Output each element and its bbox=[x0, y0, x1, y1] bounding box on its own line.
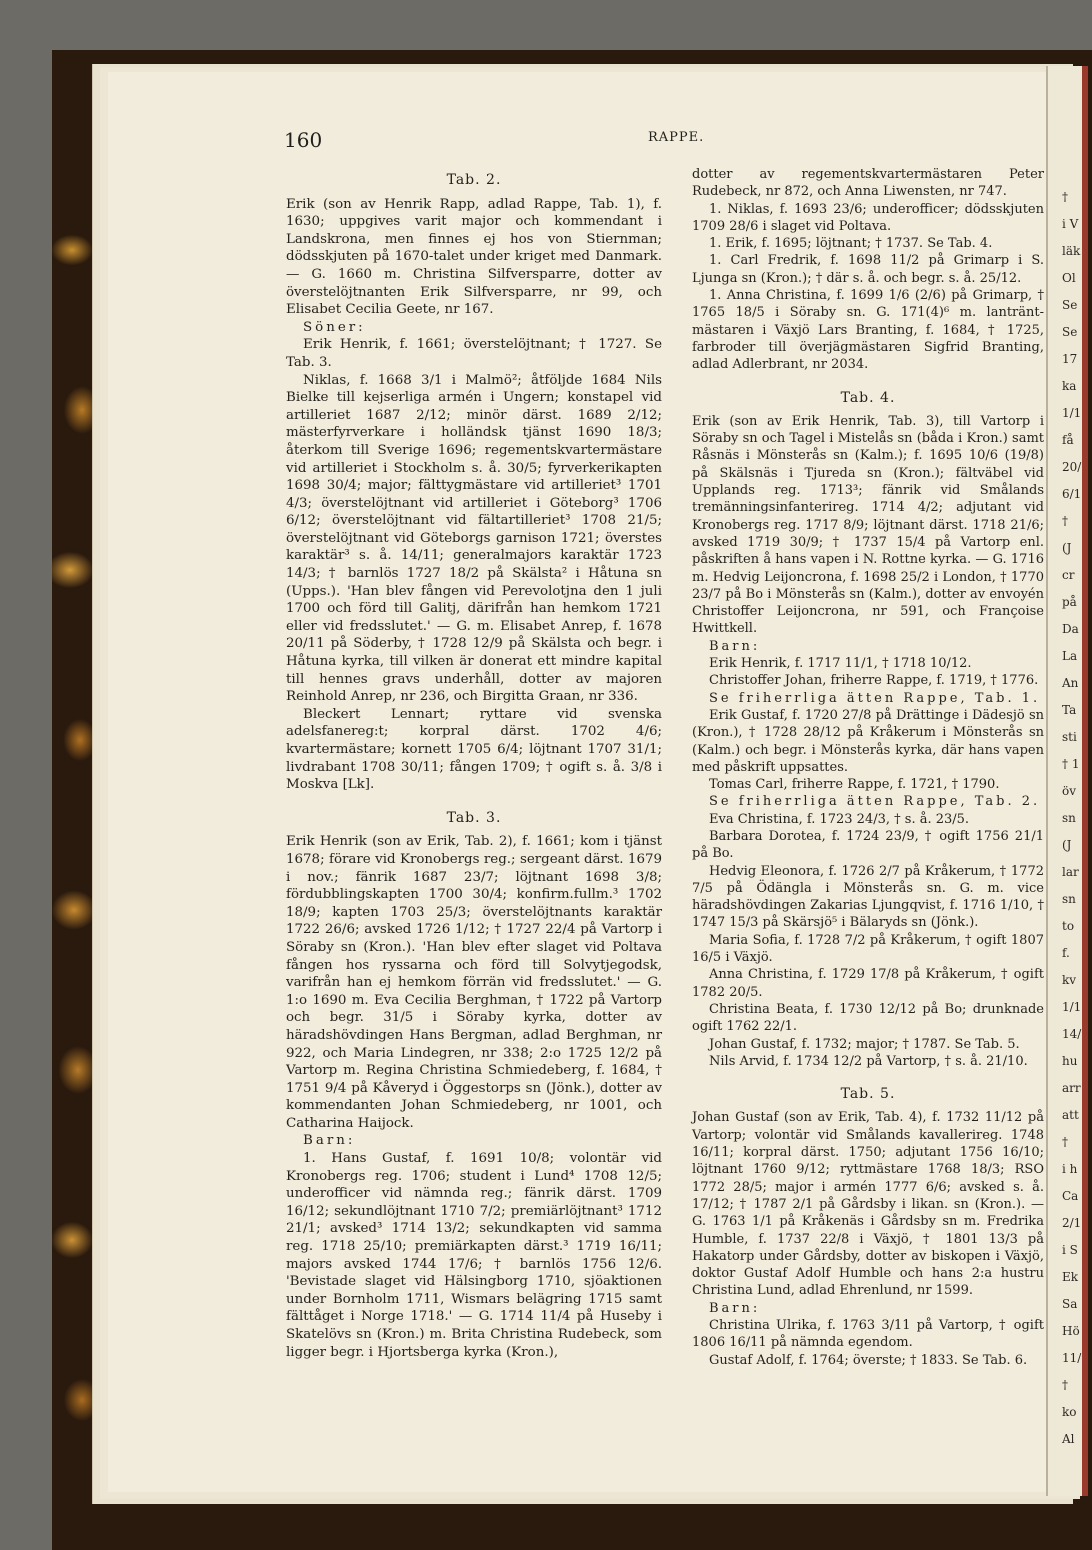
facing-page-fragment: (J bbox=[1062, 838, 1072, 852]
page-number: 160 bbox=[284, 128, 323, 152]
paragraph: 1. Carl Fredrik, f. 1698 11/2 på Grimarp i S. Ljunga sn (Kron.); † där s. å. och begr. s. å. 25/12. bbox=[692, 253, 1044, 286]
paragraph: Se friherrliga ätten Rappe, Tab. 1. bbox=[709, 690, 1041, 706]
facing-page-fragment: Sa bbox=[1062, 1297, 1078, 1311]
facing-page-fragment: 2/1 bbox=[1062, 1216, 1082, 1230]
table-heading: Tab. 4. bbox=[840, 389, 896, 406]
facing-page-fragment: öv bbox=[1062, 784, 1077, 798]
table-heading: Tab. 5. bbox=[840, 1086, 896, 1103]
facing-page-fragment: cr bbox=[1062, 568, 1075, 582]
facing-page-fragment: sti bbox=[1062, 730, 1077, 744]
paragraph: Barn: bbox=[303, 1133, 356, 1149]
facing-page-fragment: kv bbox=[1062, 973, 1077, 987]
paragraph: Barn: bbox=[709, 1300, 761, 1316]
facing-page-fragment: † bbox=[1062, 1135, 1068, 1149]
paragraph: Söner: bbox=[303, 319, 366, 335]
paragraph: Barbara Dorotea, f. 1724 23/9, † ogift 1756 21/1 på Bo. bbox=[692, 828, 1044, 862]
paragraph: Nils Arvid, f. 1734 12/2 på Vartorp, † s. å. 21/10. bbox=[709, 1053, 1028, 1069]
paragraph: Tomas Carl, friherre Rappe, f. 1721, † 1790. bbox=[709, 777, 1000, 793]
running-head: RAPPE. bbox=[648, 130, 705, 145]
paragraph: Christina Ulrika, f. 1763 3/11 på Vartorp, † ogift 1806 16/11 på nämnda egendom. bbox=[692, 1318, 1044, 1351]
facing-page-fragment: läk bbox=[1062, 244, 1081, 258]
paragraph: Erik Henrik, f. 1661; överstelöjtnant; † 1727. Se Tab. 3. bbox=[286, 337, 662, 370]
facing-page-fragment: Se bbox=[1062, 298, 1078, 312]
paragraph: Erik (son av Erik Henrik, Tab. 3), till Vartorp i Söraby sn och Tagel i Mistelås sn (båda i Kron.) samt Råsnäs i Mönsterås sn (Kalm.); f. 1695 10/6 (19/8) på Skälsnäs i Tjureda sn (Kron.); fältväbel vid Upplands reg. 1713³; fänrik vid Smålands tremänningsinfanterireg. 1714 4/2; adjutant vid Kronobergs reg. 1717 8/9; löjtnant därst. 1718 21/6; avsked 1719 30/9; † 1737 15/4 på Vartorp enl. påskriften å hans vapen i N. Rottne kyrka. — G. 1716 m. Hedvig Leijoncrona, f. 1698 25/2 i London, † 1770 23/7 på Bo i Mönsterås sn (Kalm.), dotter av envoyén Christoffer Leijoncrona, nr 591, och Françoise Hwittkell. bbox=[692, 413, 1044, 637]
facing-page-fragment: 6/1 bbox=[1062, 487, 1082, 501]
paragraph: Christina Beata, f. 1730 12/12 på Bo; drunknade ogift 1762 22/1. bbox=[692, 1001, 1044, 1035]
paragraph: Erik (son av Henrik Rapp, adlad Rappe, Tab. 1), f. 1630; uppgives varit major och kommendant i Landskrona, men finnes ej hos von Stiernman; dödsskjuten på 1670-talet under kriget med Danmark. — G. 1660 m. Christina Silfversparre, dotter av överstelöjtnanten Erik Silfversparre, nr 99, och Elisabet Cecilia Geete, nr 167. bbox=[286, 196, 662, 318]
facing-page-fragment: arr bbox=[1062, 1081, 1081, 1095]
paragraph: Se friherrliga ätten Rappe, Tab. 2. bbox=[709, 794, 1041, 810]
facing-page-fragment: 11/ bbox=[1062, 1351, 1082, 1365]
paragraph: Johan Gustaf (son av Erik, Tab. 4), f. 1732 11/12 på Vartorp; volontär vid Smålands kavallerireg. 1748 16/11; korpral därst. 1750; adjutant 1756 16/10; löjtnant 1760 9/12; ryttmästare 1768 18/3; RSO 1772 28/5; major i armén 1777 6/6; avsked s. å. 17/12; † 1787 2/1 på Gårdsby i likan. sn (Kron.). — G. 1763 1/1 på Kråkenäs i Gårdsby sn m. Fredrika Humble, f. 1737 22/8 i Växjö, † 1801 13/3 på Hakatorp under Gårdsby, dotter av biskopen i Växjö, doktor Gustaf Adolf Humble och hans 2:a hustru Christina Lund, adlad Ehrenlund, nr 1599. bbox=[692, 1110, 1044, 1299]
facing-page-fragment: f. bbox=[1062, 946, 1070, 960]
facing-page-fragment: La bbox=[1062, 649, 1078, 663]
facing-page-fragment: 1/1 bbox=[1062, 406, 1082, 420]
paragraph: Niklas, f. 1668 3/1 i Malmö²; åtföljde 1684 Nils Bielke till kejserliga armén i Ungern; konstapel vid artilleriet 1687 2/12; minör därst. 1689 2/12; mästerfyrverkare i holländsk tjänst 1690 18/3; återkom till Sverige 1696; regementskvartermästare vid artilleriet i Stockholm s. å. 30/5; fyrverkerikapten 1698 30/4; major; fälttygmästare vid artilleriet³ 1701 4/3; överstelöjtnant vid artilleriet i Göteborg³ 1706 6/12; överstelöjtnant vid fältartilleriet³ 1708 21/5; överstelöjtnant vid Göteborgs garnison 1721; överstes karaktär³ s. å. 14/11; generalmajors karaktär 1723 14/3; † barnlös 1727 18/2 på Skälsta² i Håtuna sn (Upps.). 'Han blev fången vid Perevolotjna den 1 juli 1700 och förd till Galitj, därifrån han hemkom 1721 eller vid fredsslutet.' — G. m. Elisabet Anrep, f. 1678 20/11 på Söderby, † 1728 12/9 på Skälsta och begr. i Håtuna kyrka, till vilken är donerat ett mindre kapital till hennes gravs underhåll, dotter av majoren Reinhold Anrep, nr 236, och Birgitta Graan, nr 336. bbox=[286, 372, 662, 705]
facing-page-fragment: ko bbox=[1062, 1405, 1077, 1419]
facing-page-fragment: Al bbox=[1062, 1432, 1075, 1446]
paragraph: Erik Gustaf, f. 1720 27/8 på Drättinge i Dädesjö sn (Kron.), † 1728 28/12 på Kråkerum i Mönsterås sn (Kalm.) och begr. i Mönsterås kyrka, där hans vapen med påskrift uppsattes. bbox=[692, 707, 1044, 775]
table-heading: Tab. 2. bbox=[446, 172, 502, 188]
facing-page-fragment: ka bbox=[1062, 379, 1077, 393]
paragraph: 1. Erik, f. 1695; löjtnant; † 1737. Se Tab. 4. bbox=[709, 236, 993, 252]
paragraph: Erik Henrik (son av Erik, Tab. 2), f. 1661; kom i tjänst 1678; förare vid Kronobergs reg.; sergeant därst. 1679 i nov.; fänrik 1687 23/7; löjtnant 1698 3/8; fördubblingskapten 1700 30/4; konfirm.fullm.³ 1702 18/9; kapten 1703 25/3; överstelöjtnants karaktär 1722 26/6; avsked 1726 1/12; † 1727 22/4 på Vartorp i Söraby sn (Kron.). 'Han blev efter slaget vid Poltava fången hos ryssarna och förd till Solvytjegodsk, varifrån han ej hemkom förrän vid fredsslutet.' — G. 1:o 1690 m. Eva Cecilia Berghman, † 1722 på Vartorp och begr. 31/5 i Söraby kyrka, dotter av häradshövdingen Hans Bergman, adlad Berghman, nr 922, och Maria Lindegren, nr 338; 2:o 1725 12/2 på Vartorp m. Regina Christina Schmiedeberg, f. 1684, † 1751 9/4 på Kåveryd i Öggestorps sn (Jönk.), dotter av kommendanten Johan Schmiedeberg, nr 1001, och Catharina Haijock. bbox=[286, 834, 662, 1131]
facing-page-fragment: att bbox=[1062, 1108, 1079, 1122]
left-column bbox=[286, 172, 662, 1361]
facing-page-fragment: Ek bbox=[1062, 1270, 1079, 1284]
paragraph: 1. Hans Gustaf, f. 1691 10/8; volontär vid Kronobergs reg. 1706; student i Lund⁴ 1708 12/5; underofficer vid nämnda reg.; fänrik därst. 1709 16/12; sekundlöjtnant 1710 7/2; premiärlöjtnant³ 1712 21/1; avsked³ 1714 13/2; sekundkapten vid samma reg. 1718 25/10; premiärkapten därst.³ 1719 16/11; majors avsked 1744 17/6; † barnlös 1756 12/6. 'Bevistade slaget vid Hälsingborg 1710, sjöaktionen under Bornholm 1711, Wismars belägring 1715 samt fälttåget i Norge 1718.' — G. 1714 11/4 på Huseby i Skatelövs sn (Kron.) m. Brita Christina Rudebeck, som ligger begr. i Hjortsberga kyrka (Kron.), bbox=[286, 1151, 662, 1360]
facing-page-fragment: sn bbox=[1062, 892, 1076, 906]
facing-page-fragment: på bbox=[1062, 595, 1077, 609]
paragraph: Gustaf Adolf, f. 1764; överste; † 1833. Se Tab. 6. bbox=[709, 1352, 1028, 1368]
facing-page-fragment: 20/ bbox=[1062, 460, 1082, 474]
facing-page-fragment: hu bbox=[1062, 1054, 1078, 1068]
paragraph: Eva Christina, f. 1723 24/3, † s. å. 23/5. bbox=[709, 811, 970, 827]
facing-page-fragment: to bbox=[1062, 919, 1075, 933]
facing-page-fragment: † 1 bbox=[1062, 757, 1080, 771]
paragraph: Johan Gustaf, f. 1732; major; † 1787. Se Tab. 5. bbox=[709, 1036, 1020, 1052]
facing-page-fragment: An bbox=[1062, 676, 1079, 690]
paragraph: 1. Anna Christina, f. 1699 1/6 (2/6) på Grimarp, † 1765 18/5 i Söraby sn. G. 171(4)⁶ m. lantränt-mästaren i Växjö Lars Branting, f. 1684, † 1725, farbroder till överjägmästaren Sigfrid Branting, adlad Adlerbrant, nr 2034. bbox=[692, 288, 1044, 373]
facing-page-fragment: Hö bbox=[1062, 1324, 1080, 1338]
paragraph: dotter av regementskvartermästaren Peter Rudebeck, nr 872, och Anna Liwensten, nr 747. bbox=[692, 167, 1044, 200]
facing-page-fragment: † bbox=[1062, 1378, 1068, 1392]
paragraph: Anna Christina, f. 1729 17/8 på Kråkerum, † ogift 1782 20/5. bbox=[692, 967, 1044, 1000]
facing-page-fragment: (J bbox=[1062, 541, 1072, 555]
facing-page-fragment: Se bbox=[1062, 325, 1078, 339]
paragraph: 1. Niklas, f. 1693 23/6; underofficer; dödsskjuten 1709 28/6 i slaget vid Poltava. bbox=[692, 201, 1044, 234]
facing-page-fragment: få bbox=[1062, 433, 1074, 447]
facing-page-fragment: † bbox=[1062, 190, 1068, 204]
paragraph: Maria Sofia, f. 1728 7/2 på Kråkerum, † ogift 1807 16/5 i Växjö. bbox=[692, 932, 1044, 966]
facing-page-fragment: 17 bbox=[1062, 352, 1078, 366]
paragraph: Hedvig Eleonora, f. 1726 2/7 på Kråkerum, † 1772 7/5 på Ödängla i Mönsterås sn. G. m. vice häradshövdingen Zakarias Ljungqvist, f. 1716 1/10, † 1747 15/3 på Skärsjö⁵ i Bälaryds sn (Jönk.). bbox=[692, 863, 1044, 931]
facing-page-fragment: Ta bbox=[1062, 703, 1077, 717]
paragraph: Christoffer Johan, friherre Rappe, f. 1719, † 1776. bbox=[709, 673, 1039, 689]
facing-page-fragment: i V bbox=[1062, 217, 1079, 231]
paragraph: Erik Henrik, f. 1717 11/1, † 1718 10/12. bbox=[709, 656, 972, 672]
right-column bbox=[692, 166, 1044, 1369]
facing-page-fragment: sn bbox=[1062, 811, 1076, 825]
facing-page-fragment: 14/ bbox=[1062, 1027, 1082, 1041]
facing-page-fragment: Da bbox=[1062, 622, 1079, 636]
facing-page-fragment: 1/1 bbox=[1062, 1000, 1082, 1014]
facing-page-fragment: i h bbox=[1062, 1162, 1078, 1176]
facing-page-fragment: Ol bbox=[1062, 271, 1076, 285]
facing-page-fragment: Ca bbox=[1062, 1189, 1079, 1203]
paragraph: Bleckert Lennart; ryttare vid svenska adelsfanereg:t; korpral därst. 1702 4/6; kvartermästare; kornett 1705 6/4; löjtnant 1707 31/1; livdrabant 1708 30/11; fången 1709; † ogift s. å. 3/8 i Moskva [Lk]. bbox=[286, 706, 662, 793]
facing-page-fragment: lar bbox=[1062, 865, 1079, 879]
table-heading: Tab. 3. bbox=[446, 809, 502, 826]
facing-page-fragment: i S bbox=[1062, 1243, 1078, 1257]
facing-page-fragment: † bbox=[1062, 514, 1068, 528]
paragraph: Barn: bbox=[709, 638, 761, 654]
